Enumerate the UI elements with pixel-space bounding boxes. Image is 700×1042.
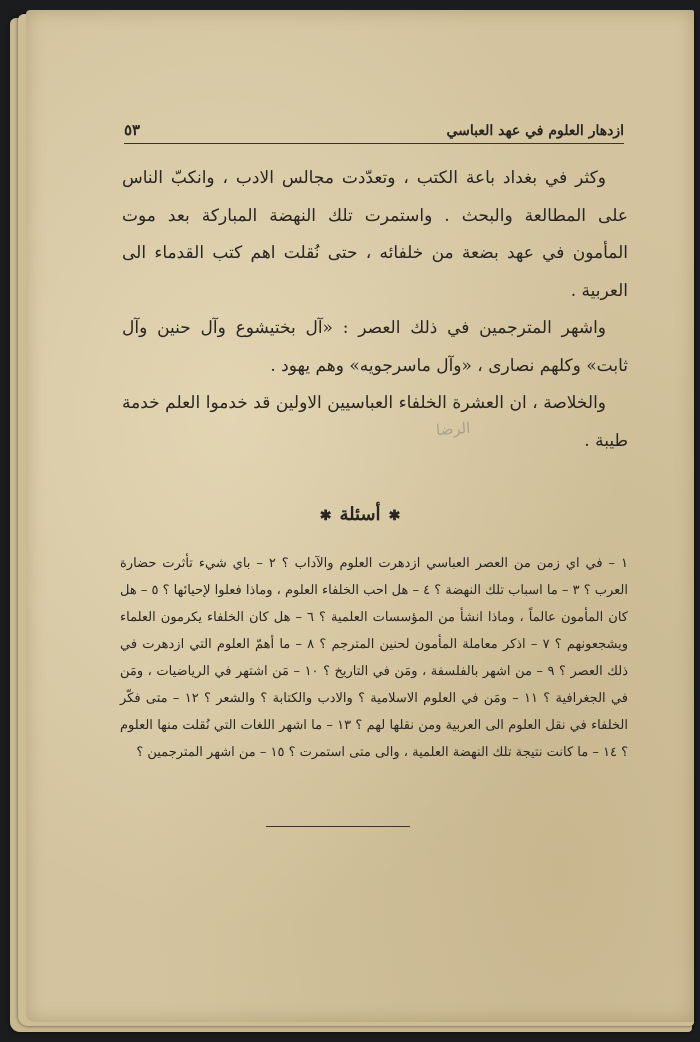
questions-text: ١ – في اي زمن من العصر العباسي ازدهرت العلوم والآداب ؟ ٢ – باي شيء تأثرت حضارة العرب ؟ ٣ – ما اسباب تلك النهضة ؟ ٤ – هل احب الخلفاء العلوم ، وماذا فعلوا لإحيائها ؟ ٥ – هل كان المأمون عالماً ، وماذا انشأ من المؤسسات العلمية ؟ ٦ – هل كان الخلفاء يكرمون العلماء ويشجعونهم ؟ ٧ – اذكر معاملة المأمون لحنين المترجم ؟ ٨ – ما أهمّ العلوم التي ازدهرت في ذلك العصر ؟ ٩ – من اشهر بالفلسفة ، ومَن في التاريخ ؟ ١٠ – مَن اشتهر في الرياضيات ، ومَن في الجغرافية ؟ ١١ – ومَن في العلوم الاسلامية ؟ والادب والكتابة ؟ والشعر ؟ ١٢ – متى فكّر الخلفاء في نقل العلوم الى العربية ومن نقلها لهم ؟ ١٣ – ما اشهر اللغات التي نُقلت منها العلوم ؟ ١٤ – ما كانت نتيجة تلك النهضة العلمية ، والى متى استمرت ؟ ١٥ – من اشهر المترجمين ؟ [120,556,628,760]
page-header [124,110,624,144]
star-ornament-icon: ✱ [388,508,401,524]
body-text [122,160,628,460]
paragraph-2: واشهر المترجمين في ذلك العصر : «آل بختيشوع وآل حنين وآل ثابت» وكلهم نصارى ، «وآل ماسرجويه» وهم يهود . [122,318,628,376]
star-ornament-icon: ✱ [319,508,332,524]
pencil-annotation: الرضا [435,418,471,440]
page-number: ٥٣ [124,121,141,139]
running-title: ازدهار العلوم في عهد العباسي [446,123,624,139]
book-page [26,10,694,1022]
closing-rule [266,826,410,827]
paragraph-3: والخلاصة ، ان العشرة الخلفاء العباسيين الاولين قد خدموا العلم خدمة طيبة . [122,393,628,451]
questions-heading [26,504,694,525]
questions-list [120,550,628,766]
questions-title: أسئلة [339,504,381,525]
paragraph-1: وكثر في بغداد باعة الكتب ، وتعدّدت مجالس الادب ، وانكبّ الناس على المطالعة والبحث . واستمرت تلك النهضة المباركة بعد موت المأمون في عهد بضعة من خلفائه ، حتى نُقلت اهم كتب القدماء الى العربية . [122,168,628,301]
